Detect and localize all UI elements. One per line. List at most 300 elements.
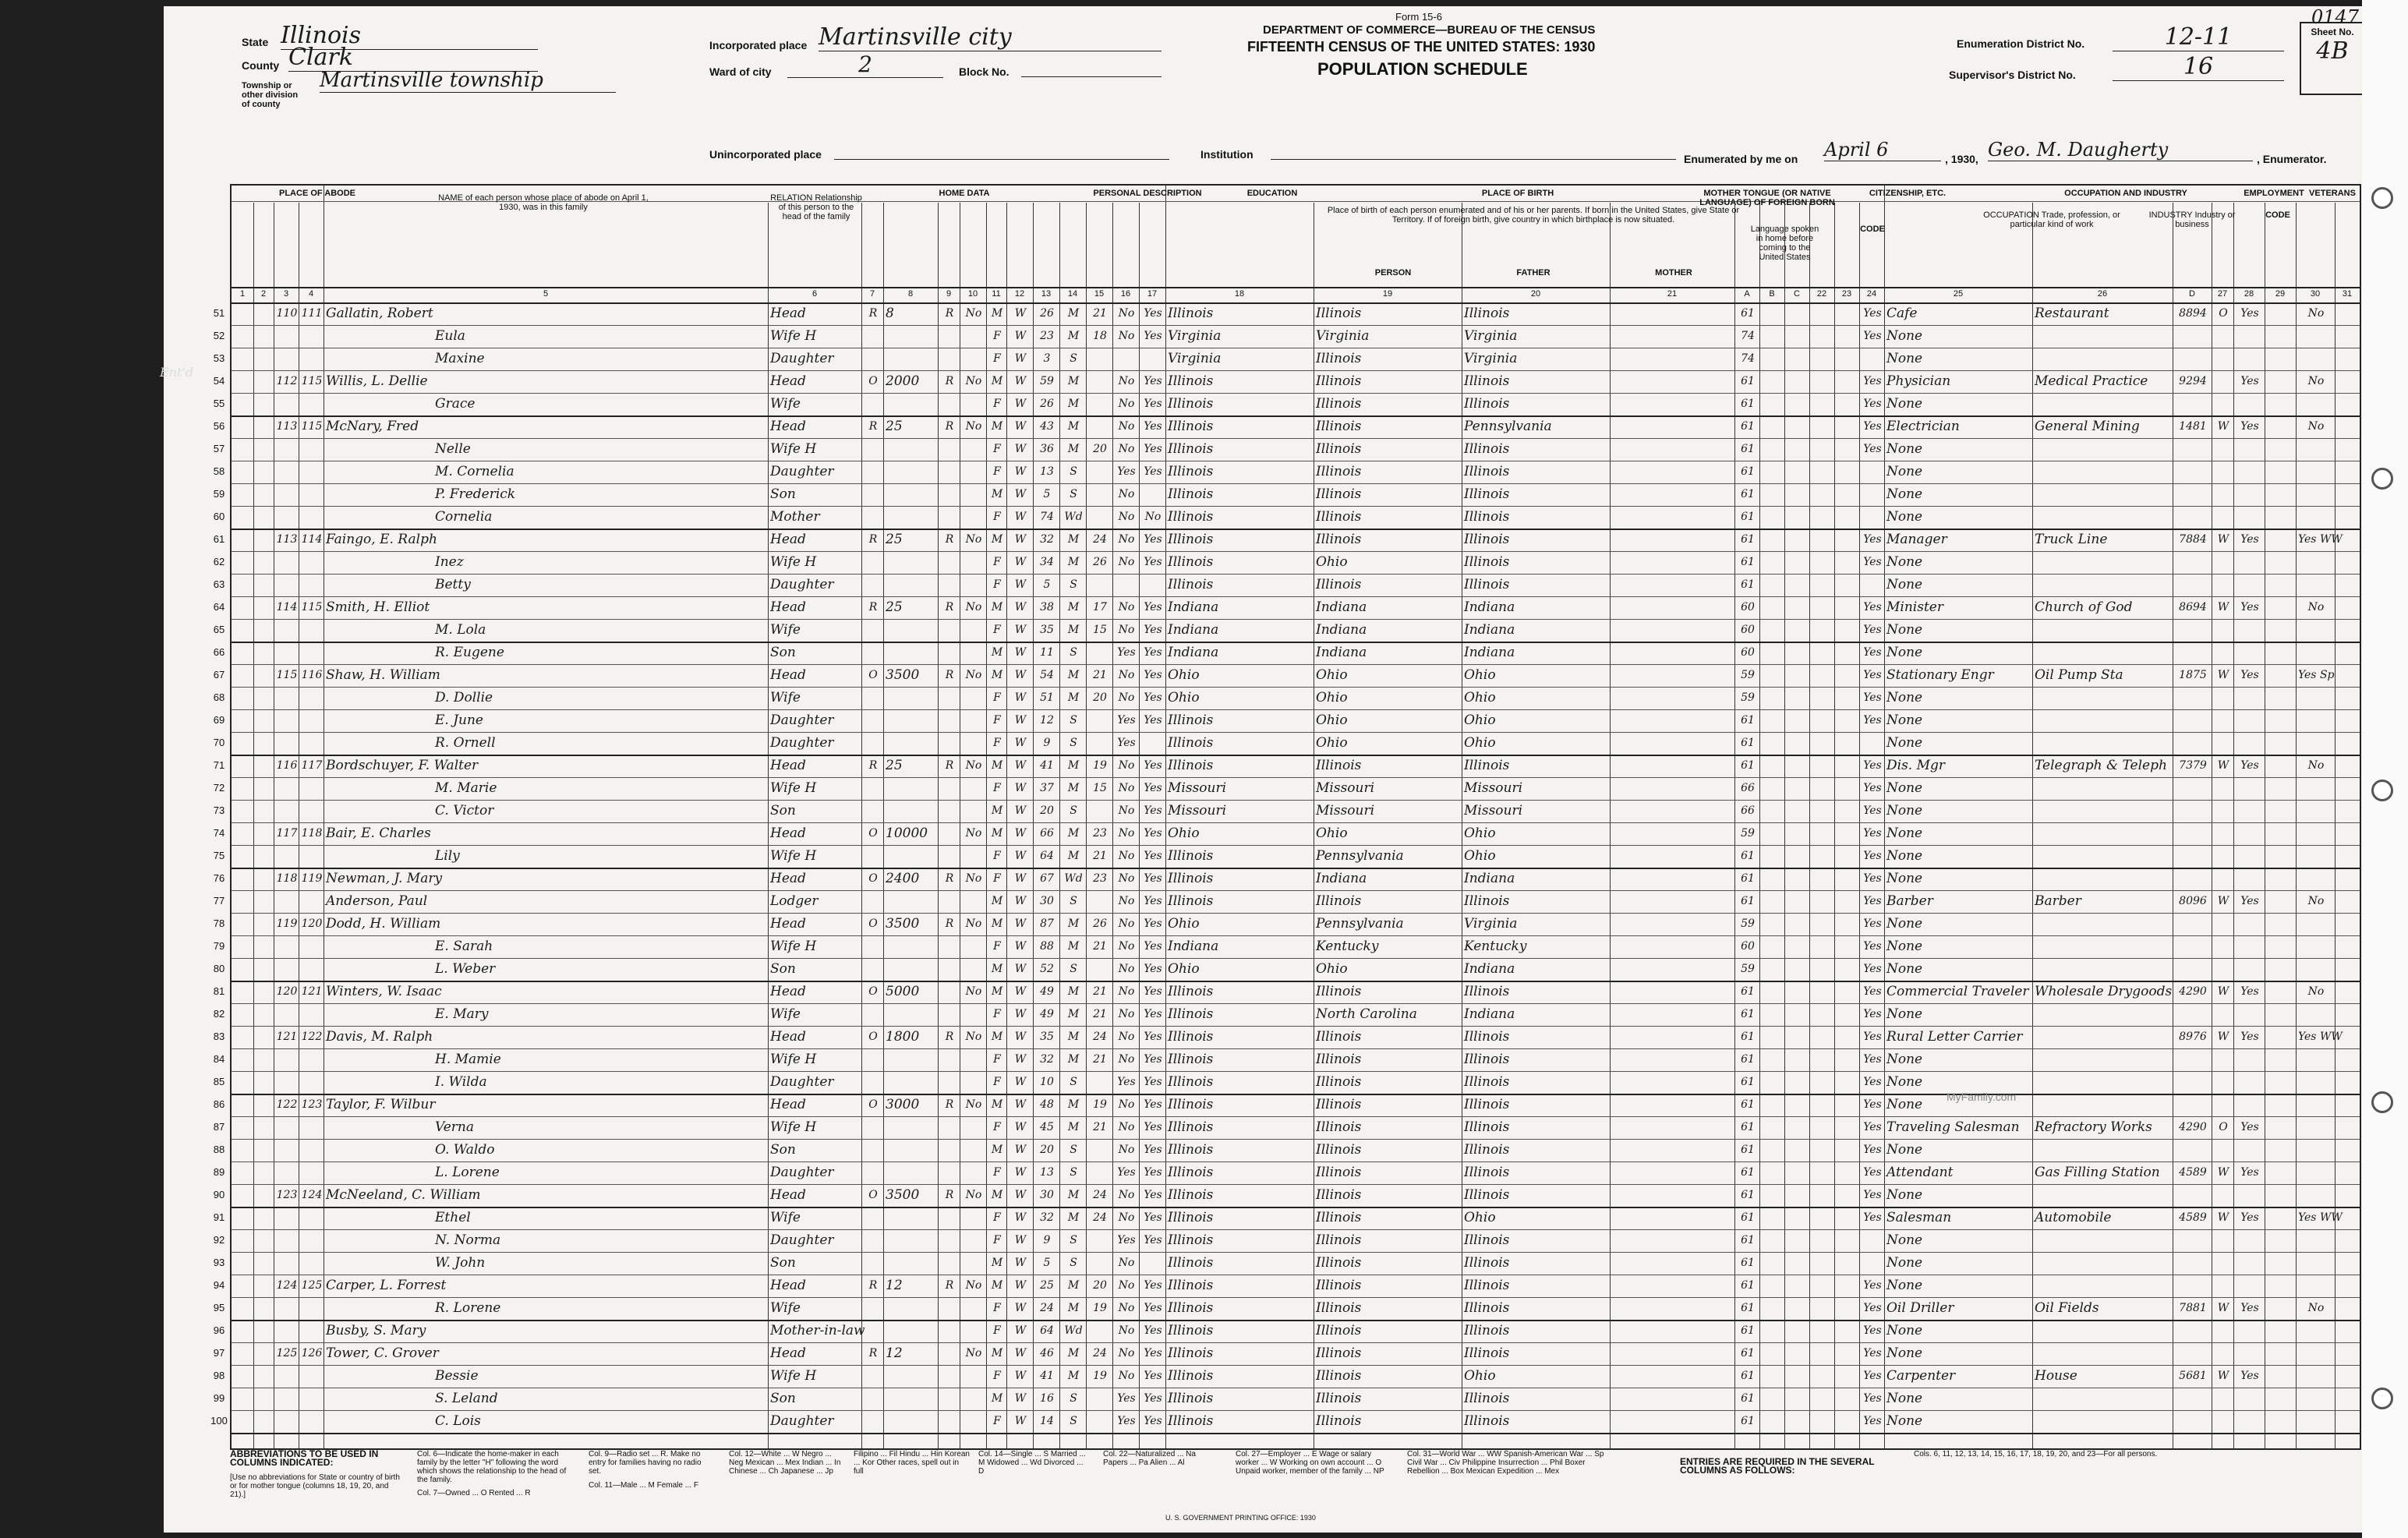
cell-eng: Yes [1863, 1031, 1882, 1043]
cell-farm: No [965, 533, 982, 546]
cell-race: W [1014, 1076, 1027, 1088]
cell-rel: Wife H [770, 939, 817, 954]
cell-age: 20 [1040, 1144, 1054, 1156]
cell-ms: M [1067, 1098, 1080, 1111]
cell-fam: 115 [301, 375, 323, 387]
cell-age: 26 [1040, 398, 1054, 410]
cell-race: W [1014, 1279, 1027, 1292]
cell-eng: Yes [1863, 1053, 1882, 1066]
cell-rel: Head [770, 1029, 806, 1045]
cell-sex: F [993, 691, 1001, 704]
binder-hole [2371, 1388, 2393, 1409]
cell-dw: 116 [276, 759, 298, 772]
enumerated-year: , 1930, [1945, 153, 1978, 165]
cell-occ: None [1886, 1345, 1923, 1361]
group-employment: EMPLOYMENT [2244, 189, 2304, 198]
row-number-left: 76 [213, 872, 225, 884]
cell-sch: No [1118, 1324, 1135, 1337]
cell-tenure: O [868, 827, 878, 840]
cell-ms: S [1070, 895, 1077, 907]
cell-pb: Indiana [1168, 645, 1219, 660]
cell-dw: 110 [276, 307, 298, 320]
cell-rel: Wife H [770, 1368, 817, 1384]
cell-farm: No [965, 669, 982, 681]
cell-sch: No [1118, 872, 1135, 885]
cell-read: Yes [1144, 1189, 1162, 1201]
cell-sex: F [993, 398, 1001, 410]
cell-eng: Yes [1863, 1392, 1882, 1405]
cell-eng: Yes [1863, 691, 1882, 704]
cell-age: 37 [1040, 782, 1054, 794]
sheet-value: 4B [2316, 37, 2349, 65]
cell-mb: Illinois [1464, 1255, 1510, 1271]
cell-ms: M [1067, 1347, 1080, 1359]
column-number: 8 [907, 289, 914, 299]
cell-rel: Head [770, 373, 806, 389]
cell-pb: Illinois [1168, 1119, 1214, 1135]
cell-pb: Illinois [1168, 306, 1214, 321]
cell-cw: W [2217, 601, 2229, 613]
cell-age: 59 [1040, 375, 1054, 387]
cell-ms: S [1070, 352, 1077, 365]
cell-read: Yes [1144, 1347, 1162, 1359]
cell-cd: 61 [1741, 1053, 1755, 1066]
cell-ic: 7881 [2179, 1302, 2207, 1314]
cell-cd: 60 [1741, 624, 1755, 636]
cell-mb: Ohio [1464, 1210, 1496, 1225]
cell-cd: 61 [1741, 1302, 1755, 1314]
cell-ms: M [1067, 759, 1080, 772]
column-number: 31 [2342, 289, 2353, 299]
column-number: 21 [1667, 289, 1678, 299]
cell-ic: 9294 [2179, 375, 2207, 387]
cell-age: 9 [1043, 737, 1051, 749]
cell-age: 43 [1040, 420, 1054, 433]
cell-sex: F [993, 737, 1001, 749]
cell-age: 32 [1040, 1211, 1054, 1224]
cell-read: Yes [1144, 1234, 1162, 1246]
cell-am: 24 [1093, 1347, 1107, 1359]
cell-eng: Yes [1863, 1166, 1882, 1179]
cell-cd: 61 [1741, 1189, 1755, 1201]
cell-read: Yes [1144, 646, 1162, 659]
cell-age: 13 [1040, 465, 1054, 478]
cell-pb: Illinois [1168, 1413, 1214, 1429]
binder-strip [2362, 0, 2408, 1538]
cell-fam: 120 [301, 917, 323, 930]
cell-rel: Head [770, 532, 806, 547]
cell-age: 25 [1040, 1279, 1054, 1292]
cell-cd: 59 [1741, 691, 1755, 704]
cell-age: 11 [1040, 646, 1054, 659]
cell-cd: 59 [1741, 669, 1755, 681]
cell-occ: None [1886, 780, 1923, 796]
cell-am: 19 [1093, 1302, 1107, 1314]
block-value-line [1021, 61, 1162, 77]
cell-name: Carper, L. Forrest [326, 1278, 447, 1293]
cell-read: No [1144, 511, 1162, 523]
cell-sch: Yes [1117, 646, 1136, 659]
cell-read: Yes [1144, 1053, 1162, 1066]
name-column-header: NAME of each person whose place of abode on April 1, 1930, was in this family [438, 193, 649, 212]
cell-eng: Yes [1863, 804, 1882, 817]
cell-ms: Wd [1064, 1324, 1083, 1337]
row-number-left: 82 [213, 1008, 225, 1020]
column-number: 15 [1094, 289, 1105, 299]
cell-tenure: R [868, 420, 878, 433]
cell-sex: F [993, 330, 1001, 342]
cell-cw: W [2217, 985, 2229, 998]
cell-name: Cornelia [435, 509, 493, 525]
cell-rel: Wife [770, 1300, 801, 1316]
cell-ms: M [1067, 1370, 1080, 1382]
cell-pb: Illinois [1168, 441, 1214, 457]
cell-sex: M [991, 985, 1003, 998]
cell-ms: M [1067, 917, 1080, 930]
cell-name: L. Lorene [435, 1165, 500, 1180]
cell-ms: M [1067, 556, 1080, 568]
cell-occ: None [1886, 1074, 1923, 1090]
cell-race: W [1014, 669, 1027, 681]
block-label: Block No. [959, 65, 1010, 78]
cell-age: 32 [1040, 1053, 1054, 1066]
cell-read: Yes [1144, 895, 1162, 907]
column-number: 11 [992, 289, 1001, 299]
cell-race: W [1014, 714, 1027, 727]
township-value: Martinsville township [320, 69, 616, 93]
cell-eng: Yes [1863, 895, 1882, 907]
census-table [210, 184, 2361, 1450]
cell-farm: No [965, 420, 982, 433]
cell-name: N. Norma [435, 1232, 501, 1248]
cell-eng: Yes [1863, 985, 1882, 998]
cell-cd: 61 [1741, 1279, 1755, 1292]
cell-cd: 61 [1741, 307, 1755, 320]
cell-tenure: O [868, 375, 878, 387]
cell-ms: S [1070, 646, 1077, 659]
margin-note: Ent'd [160, 365, 194, 380]
person-column-header: PERSON [1374, 268, 1412, 278]
cell-read: Yes [1144, 1392, 1162, 1405]
cell-race: W [1014, 1008, 1027, 1020]
cell-fb: Illinois [1316, 373, 1362, 389]
cell-mb: Illinois [1464, 758, 1510, 773]
cell-pb: Missouri [1168, 803, 1227, 818]
cell-mb: Ohio [1464, 735, 1496, 751]
cell-mb: Illinois [1464, 509, 1510, 525]
cell-rel: Daughter [770, 351, 834, 366]
cell-race: W [1014, 1347, 1027, 1359]
cell-sex: M [991, 804, 1003, 817]
column-divider [938, 203, 939, 1448]
cell-fb: Illinois [1316, 464, 1362, 479]
cell-fb: Kentucky [1316, 939, 1379, 954]
cell-age: 9 [1043, 1234, 1051, 1246]
cell-name: Bessie [435, 1368, 479, 1384]
column-divider [2233, 203, 2234, 1448]
cell-ind: Barber [2035, 893, 2081, 909]
cell-sch: No [1118, 1189, 1135, 1201]
cell-vet: Yes Sp [2298, 669, 2335, 681]
cell-ind: Gas Filling Station [2035, 1165, 2160, 1180]
cell-name: E. June [435, 712, 483, 728]
cell-ic: 4589 [2179, 1211, 2207, 1224]
cell-rel: Daughter [770, 464, 834, 479]
cell-name: I. Wilda [435, 1074, 487, 1090]
cell-pb: Illinois [1168, 735, 1214, 751]
cell-eng: Yes [1863, 940, 1882, 953]
cell-cd: 61 [1741, 737, 1755, 749]
cell-rel: Wife H [770, 554, 817, 570]
cell-eng: Yes [1863, 714, 1882, 727]
cell-sch: No [1118, 1031, 1135, 1043]
cell-read: Yes [1144, 556, 1162, 568]
cell-sex: M [991, 827, 1003, 840]
footer-col27: Col. 27—Employer ... E Wage or salary worker ... W Working on own account ... O Unpaid worker, member of the family ... NP [1236, 1450, 1384, 1476]
cell-pb: Ohio [1168, 667, 1200, 683]
group-tongue: MOTHER TONGUE (OR NATIVE LANGUAGE) OF FOREIGN BORN [1699, 189, 1835, 207]
cell-name: Smith, H. Elliot [326, 599, 430, 615]
cell-val: 25 [886, 419, 903, 434]
cell-name: Grace [435, 396, 476, 412]
column-divider [1165, 186, 1166, 1448]
cell-pb: Illinois [1168, 848, 1214, 864]
cell-name: M. Cornelia [435, 464, 514, 479]
cell-mb: Illinois [1464, 554, 1510, 570]
cell-pb: Illinois [1168, 712, 1214, 728]
cell-fb: Illinois [1316, 509, 1362, 525]
cell-radio: R [945, 420, 954, 433]
cell-name: C. Lois [435, 1413, 481, 1429]
cell-race: W [1014, 624, 1027, 636]
cell-sch: No [1118, 624, 1135, 636]
cell-farm: No [965, 1189, 982, 1201]
cell-fb: Indiana [1316, 871, 1367, 886]
cell-sex: F [993, 782, 1001, 794]
cell-pb: Illinois [1168, 1232, 1214, 1248]
cell-occ: Barber [1886, 893, 1933, 909]
cell-fam: 126 [301, 1347, 323, 1359]
cell-am: 19 [1093, 1098, 1107, 1111]
group-abode: PLACE OF ABODE [279, 189, 355, 198]
cell-occ: None [1886, 826, 1923, 841]
cell-mb: Illinois [1464, 893, 1510, 909]
cell-occ: None [1886, 1052, 1923, 1067]
occupation-column-header: OCCUPATION Trade, profession, or particular kind of work [1983, 210, 2120, 229]
cell-sex: F [993, 465, 1001, 478]
cell-rel: Son [770, 645, 796, 660]
cell-sex: F [993, 578, 1001, 591]
row-number-left: 80 [213, 963, 225, 974]
cell-race: W [1014, 1392, 1027, 1405]
cell-sex: M [991, 307, 1003, 320]
cell-name: Lily [435, 848, 460, 864]
cell-dw: 122 [276, 1098, 298, 1111]
cell-ms: S [1070, 1392, 1077, 1405]
column-divider [1809, 203, 1810, 1448]
cell-rel: Mother-in-law [770, 1323, 865, 1338]
cell-emp: Yes [2240, 669, 2259, 681]
cell-sch: No [1118, 601, 1135, 613]
cell-occ: Stationary Engr [1886, 667, 1994, 683]
cell-rel: Daughter [770, 712, 834, 728]
row-number-left: 61 [213, 533, 225, 545]
cell-sex: F [993, 1370, 1001, 1382]
cell-farm: No [965, 917, 982, 930]
cell-age: 64 [1040, 850, 1054, 862]
cell-occ: None [1886, 554, 1923, 570]
cell-race: W [1014, 330, 1027, 342]
cell-fam: 123 [301, 1098, 323, 1111]
cell-rel: Wife H [770, 848, 817, 864]
column-number: 24 [1866, 289, 1877, 299]
cell-race: W [1014, 737, 1027, 749]
cell-tenure: R [868, 601, 878, 613]
cell-sch: No [1118, 1211, 1135, 1224]
column-divider [1086, 203, 1087, 1448]
cell-ic: 4290 [2179, 985, 2207, 998]
cell-sch: No [1118, 330, 1135, 342]
cell-am: 20 [1093, 443, 1107, 455]
cell-eng: Yes [1863, 533, 1882, 546]
cell-cd: 61 [1741, 1144, 1755, 1156]
cell-eng: Yes [1863, 1189, 1882, 1201]
column-number: C [1794, 289, 1800, 299]
cell-read: Yes [1144, 985, 1162, 998]
cell-fb: Illinois [1316, 306, 1362, 321]
row-number-left: 97 [213, 1347, 225, 1359]
cell-pb: Missouri [1168, 780, 1227, 796]
cell-rel: Head [770, 871, 806, 886]
cell-occ: None [1886, 1187, 1923, 1203]
cell-fb: North Carolina [1316, 1006, 1417, 1022]
cell-mb: Indiana [1464, 961, 1515, 977]
cell-read: Yes [1144, 398, 1162, 410]
cell-age: 38 [1040, 601, 1054, 613]
cell-sch: Yes [1117, 1166, 1136, 1179]
cell-mb: Illinois [1464, 1052, 1510, 1067]
cell-tenure: O [868, 917, 878, 930]
cell-occ: None [1886, 577, 1923, 592]
cell-age: 10 [1040, 1076, 1054, 1088]
row-number-left: 66 [213, 646, 225, 658]
cell-rel: Mother [770, 509, 820, 525]
cell-cd: 61 [1741, 1370, 1755, 1382]
cell-race: W [1014, 1211, 1027, 1224]
cell-cw: W [2217, 420, 2229, 433]
cell-occ: None [1886, 509, 1923, 525]
cell-sch: No [1118, 307, 1135, 320]
cell-pb: Ohio [1168, 690, 1200, 705]
cell-cd: 60 [1741, 940, 1755, 953]
cell-ic: 1481 [2179, 420, 2207, 433]
cell-pb: Illinois [1168, 396, 1214, 412]
cell-cd: 61 [1741, 578, 1755, 591]
cell-sch: No [1118, 1257, 1135, 1269]
cell-occ: Rural Letter Carrier [1886, 1029, 2023, 1045]
footer-col7: Col. 7—Owned ... O Rented ... R [417, 1489, 531, 1497]
cell-race: W [1014, 827, 1027, 840]
cell-farm: No [965, 307, 982, 320]
cell-sex: F [993, 1211, 1001, 1224]
cell-cd: 61 [1741, 465, 1755, 478]
cell-am: 24 [1093, 533, 1107, 546]
cell-rel: Son [770, 1391, 796, 1406]
cell-occ: Attendant [1886, 1165, 1954, 1180]
cell-cd: 61 [1741, 1166, 1755, 1179]
cell-eng: Yes [1863, 443, 1882, 455]
cell-rel: Daughter [770, 1232, 834, 1248]
cell-sch: No [1118, 1347, 1135, 1359]
cell-cw: W [2217, 1211, 2229, 1224]
cell-ms: M [1067, 985, 1080, 998]
cell-tenure: O [868, 985, 878, 998]
cell-fb: Ohio [1316, 826, 1348, 841]
cell-mb: Illinois [1464, 486, 1510, 502]
cell-rel: Wife H [770, 328, 817, 344]
column-number: 23 [1841, 289, 1852, 299]
cell-sch: No [1118, 375, 1135, 387]
cell-val: 1800 [886, 1029, 920, 1045]
cell-cw: W [2217, 1370, 2229, 1382]
cell-ms: S [1070, 1234, 1077, 1246]
row-number-left: 99 [213, 1392, 225, 1404]
cell-ms: M [1067, 443, 1080, 455]
code-column-header: CODE [1860, 225, 1885, 234]
cell-fb: Missouri [1316, 803, 1375, 818]
cell-val: 12 [886, 1345, 903, 1361]
footer-col11: Col. 11—Male ... M Female ... F [589, 1481, 698, 1490]
cell-fam: 125 [301, 1279, 323, 1292]
column-number: 9 [946, 289, 952, 299]
cell-race: W [1014, 375, 1027, 387]
cell-ms: S [1070, 963, 1077, 975]
cell-am: 20 [1093, 1279, 1107, 1292]
cell-age: 52 [1040, 963, 1054, 975]
cell-ms: S [1070, 1076, 1077, 1088]
cell-fb: Illinois [1316, 532, 1362, 547]
cell-occ: None [1886, 1323, 1923, 1338]
cell-pb: Illinois [1168, 1255, 1214, 1271]
industry-column-header: INDUSTRY Industry or business [2148, 210, 2236, 229]
cell-age: 30 [1040, 895, 1054, 907]
cell-am: 21 [1093, 1008, 1107, 1020]
cell-occ: Traveling Salesman [1886, 1119, 2020, 1135]
cell-occ: None [1886, 871, 1923, 886]
cell-mb: Indiana [1464, 599, 1515, 615]
cell-am: 26 [1093, 556, 1107, 568]
column-divider [1784, 203, 1785, 1448]
cell-mb: Virginia [1464, 916, 1518, 932]
cell-vet: No [2307, 985, 2325, 998]
cell-vet: Yes WW [2298, 1211, 2343, 1224]
cell-occ: None [1886, 622, 1923, 638]
column-number: 17 [1147, 289, 1158, 299]
cell-ms: M [1067, 624, 1080, 636]
cell-sch: No [1118, 917, 1135, 930]
cell-name: Bordschuyer, F. Walter [326, 758, 479, 773]
cell-name: R. Lorene [435, 1300, 501, 1316]
cell-farm: No [965, 1098, 982, 1111]
cell-fb: Illinois [1316, 486, 1362, 502]
binder-hole [2371, 780, 2393, 801]
column-divider [2032, 203, 2033, 1448]
row-number-left: 84 [213, 1053, 225, 1065]
cell-radio: R [945, 1031, 954, 1043]
sheet-label: Sheet No. [2311, 27, 2354, 37]
row-number-left: 59 [213, 488, 225, 500]
cell-rel: Son [770, 1142, 796, 1158]
